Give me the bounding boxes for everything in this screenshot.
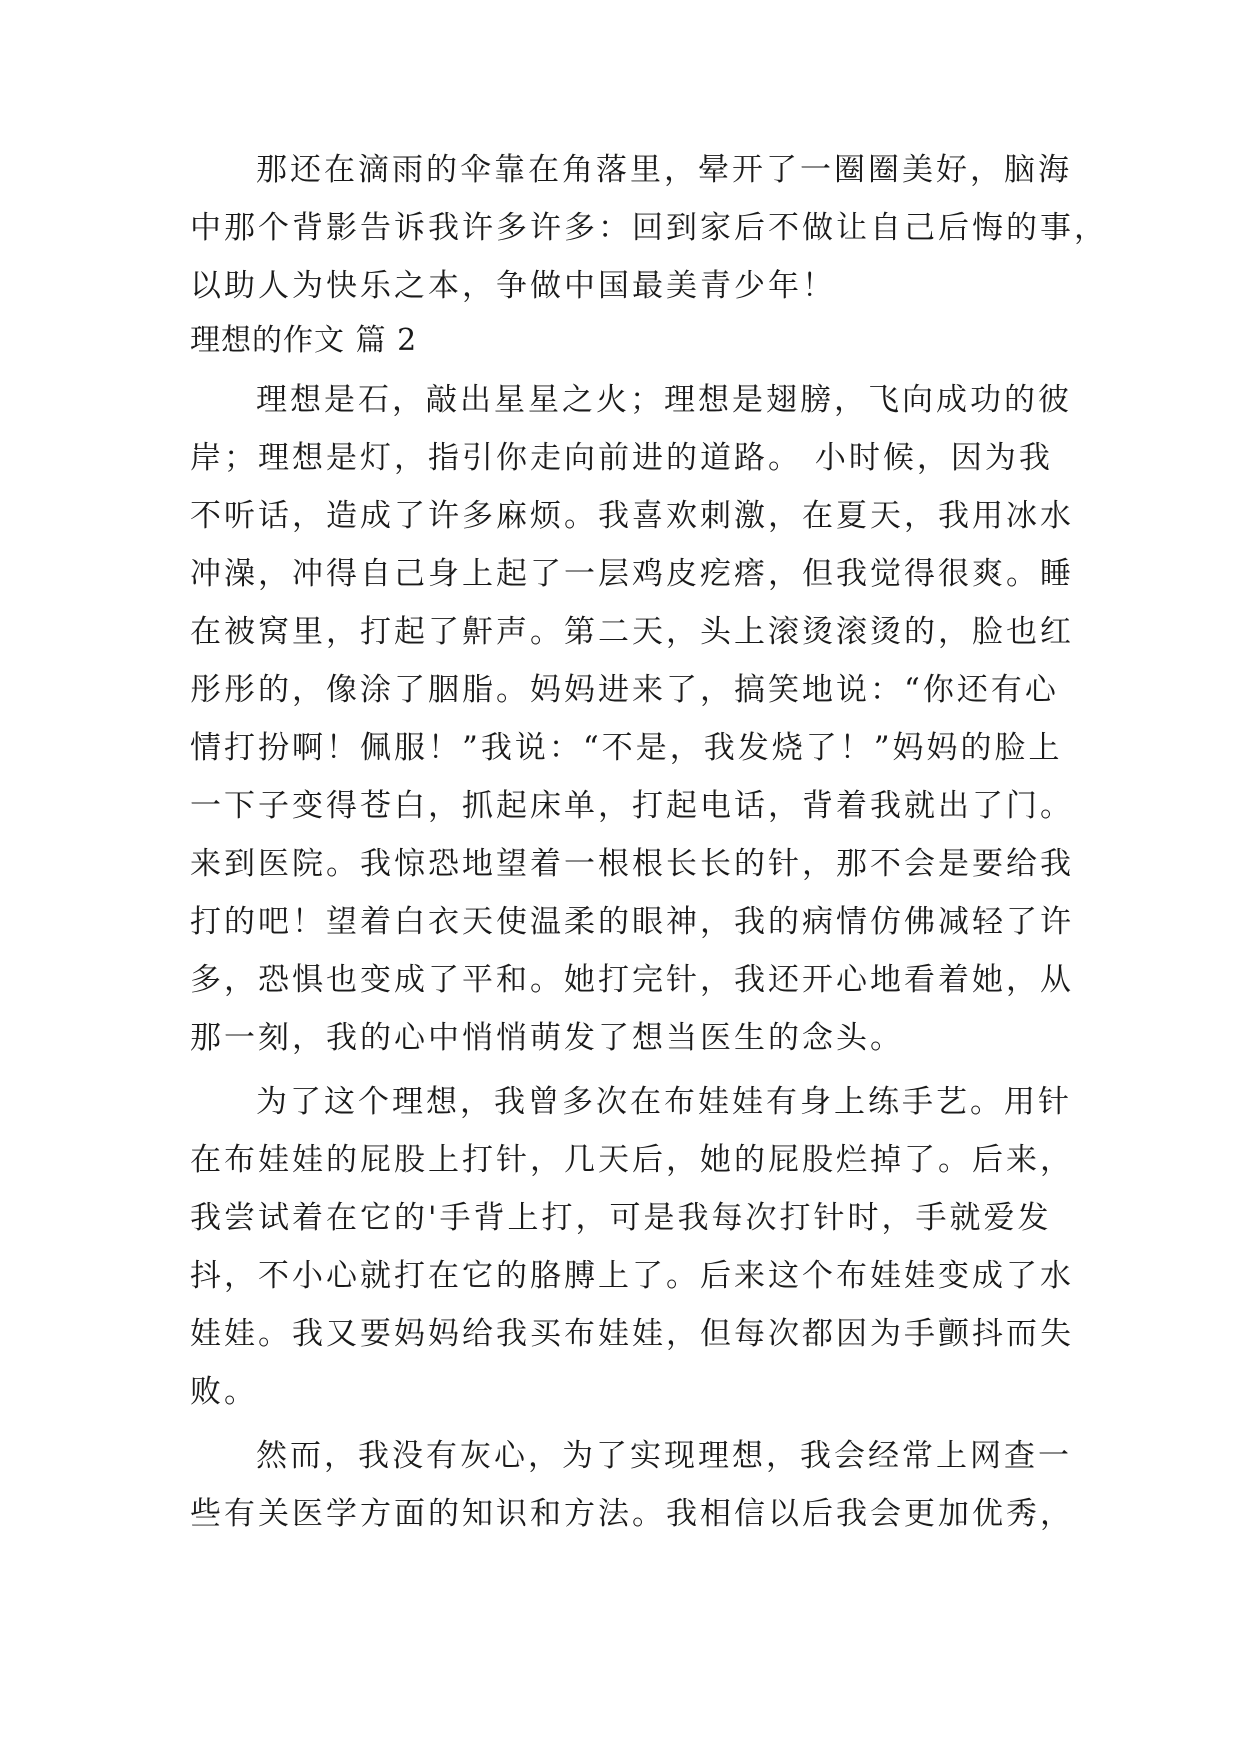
paragraph-line: 那还在滴雨的伞靠在角落里，晕开了一圈圈美好，脑海 (256, 152, 1072, 188)
paragraph-line: 败。 (190, 1374, 258, 1410)
paragraph-line: 情打扮啊！佩服！”我说：“不是，我发烧了！”妈妈的脸上 (190, 730, 1063, 766)
paragraph-line: 以助人为快乐之本，争做中国最美青少年！ (190, 268, 836, 304)
paragraph-line: 那一刻，我的心中悄悄萌发了想当医生的念头。 (190, 1020, 904, 1056)
paragraph-line: 不听话，造成了许多麻烦。我喜欢刺激，在夏天，我用冰水 (190, 498, 1074, 534)
section-heading: 理想的作文 篇 2 (190, 323, 418, 358)
paragraph-line: 理想是石，敲出星星之火；理想是翅膀，飞向成功的彼 (256, 382, 1072, 418)
paragraph-line: 中那个背影告诉我许多许多：回到家后不做让自己后悔的事， (190, 210, 1108, 246)
paragraph-line: 打的吧！望着白衣天使温柔的眼神，我的病情仿佛减轻了许 (190, 904, 1074, 940)
paragraph-line: 在布娃娃的屁股上打针，几天后，她的屁股烂掉了。后来， (190, 1142, 1074, 1178)
paragraph-line: 一下子变得苍白，抓起床单，打起电话，背着我就出了门。 (190, 788, 1074, 824)
paragraph-line: 然而，我没有灰心，为了实现理想，我会经常上网查一 (256, 1438, 1072, 1474)
paragraph-line: 些有关医学方面的知识和方法。我相信以后我会更加优秀， (190, 1496, 1074, 1532)
paragraph-line: 为了这个理想，我曾多次在布娃娃有身上练手艺。用针 (256, 1084, 1072, 1120)
paragraph-line: 来到医院。我惊恐地望着一根根长长的针，那不会是要给我 (190, 846, 1074, 882)
paragraph-line: 多，恐惧也变成了平和。她打完针，我还开心地看着她，从 (190, 962, 1074, 998)
paragraph-line: 冲澡，冲得自己身上起了一层鸡皮疙瘩，但我觉得很爽。睡 (190, 556, 1074, 592)
paragraph-line: 抖，不小心就打在它的胳膊上了。后来这个布娃娃变成了水 (190, 1258, 1074, 1294)
paragraph-line: 彤彤的，像涂了胭脂。妈妈进来了，搞笑地说：“你还有心 (190, 672, 1059, 708)
paragraph-line: 娃娃。我又要妈妈给我买布娃娃，但每次都因为手颤抖而失 (190, 1316, 1074, 1352)
paragraph-line: 我尝试着在它的'手背上打，可是我每次打针时，手就爱发 (190, 1200, 1052, 1236)
paragraph-line: 岸；理想是灯，指引你走向前进的道路。 小时候，因为我 (190, 440, 1053, 476)
paragraph-line: 在被窝里，打起了鼾声。第二天，头上滚烫滚烫的，脸也红 (190, 614, 1074, 650)
